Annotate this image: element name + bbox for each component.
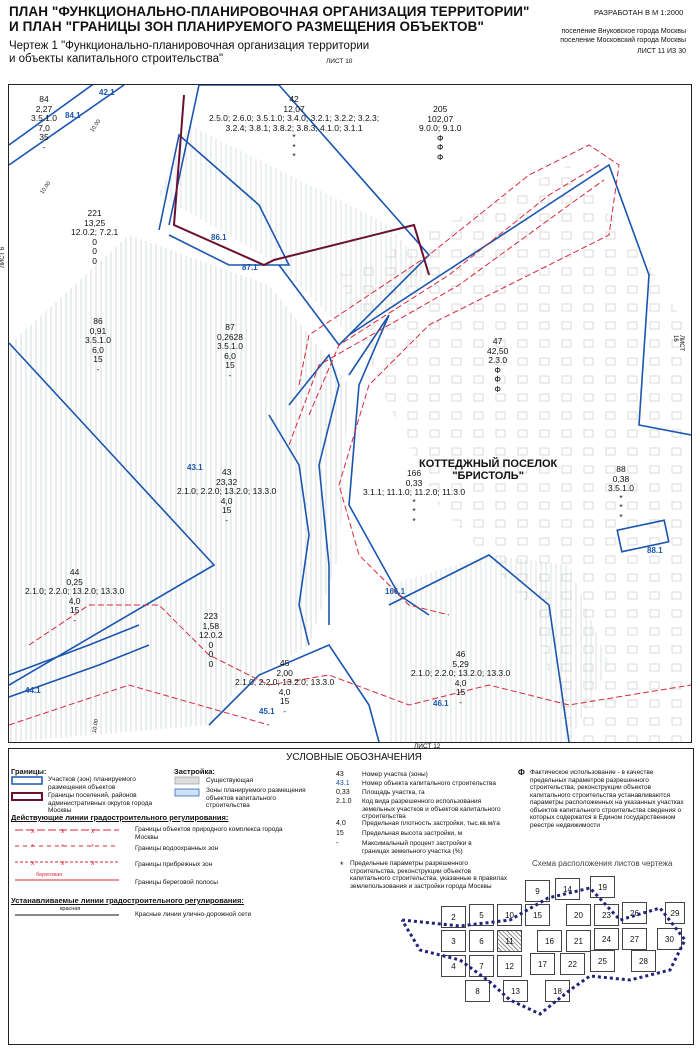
scheme-cell: 13 xyxy=(503,980,528,1002)
legend-s1: Существующая xyxy=(206,777,253,784)
key-code: 43 xyxy=(336,771,344,778)
scheme-cell: 16 xyxy=(537,930,562,952)
zone-45-1: 45.1 xyxy=(259,707,275,716)
scheme-cell: 12 xyxy=(497,955,522,977)
zone-166-1: 166.1 xyxy=(385,587,406,596)
key-code: - xyxy=(336,840,339,847)
scheme-cell: 20 xyxy=(566,904,591,926)
key-text: Номер объекта капитального строительства xyxy=(362,780,496,787)
parcel-223: 223 1,58 12.0.2 0 0 0 xyxy=(199,611,223,669)
parcel-88: 88 0,38 3.5.1.0 * * * xyxy=(608,464,634,522)
line-mark-1: 10.00 xyxy=(89,118,103,134)
svg-text:x: x xyxy=(91,828,95,835)
scheme-cell: 19 xyxy=(590,876,615,898)
key-code: * xyxy=(340,860,344,870)
parcel-44: 44 0,25 2.1.0; 2.2.0; 13.2.0; 13.3.0 4,0 15 - xyxy=(25,567,125,625)
legend-red-line-swatch xyxy=(11,912,123,918)
parcel-166: 166 0,33 3.1.1; 11.1.0; 11.2.0; 11.3.0 * * * xyxy=(363,468,466,526)
scale-label: РАЗРАБОТАН В М 1:2000 xyxy=(594,8,684,17)
line-mark-2: 10.00 xyxy=(39,180,53,196)
scheme-cell: 18 xyxy=(545,980,570,1002)
legend-build-head: Застройка: xyxy=(174,767,215,776)
legend-build-swatches xyxy=(174,776,204,802)
parcel-42: 42 12,07 2.5.0; 2.6.0; 3.5.1.0; 3.4.0; 3.2.1; 3.2.2; 3.2.3; 3.2.4; 3.8.1; 3.8.2; 3.8.3; 4.1.0; 3.1.1 * * * xyxy=(209,94,380,161)
key-text: Предельные параметры разрешенного строительства, реконструкции объектов капитального строительства, указанные в правилах землепользования и застройки города Москвы xyxy=(350,860,508,890)
zone-86-1: 86.1 xyxy=(211,233,227,242)
scheme-cell: 7 xyxy=(469,955,494,977)
zone-84-1: 84.1 xyxy=(65,111,81,120)
zone-42-1: 42.1 xyxy=(99,88,115,97)
sheet-left-label: ЛИСТ 6 xyxy=(0,246,6,268)
svg-text:x: x xyxy=(91,860,95,867)
scheme-cell: 29 xyxy=(665,902,685,924)
boundary-84b xyxy=(9,85,124,165)
parcel-205: 205 102,07 9.0.0; 9.1.0 Ф Ф Ф xyxy=(419,104,462,162)
svg-text:*: * xyxy=(91,844,94,851)
scheme-cell: 26 xyxy=(622,902,647,924)
zone-43-1: 43.1 xyxy=(187,463,203,472)
village-name: КОТТЕДЖНЫЙ ПОСЕЛОК "БРИСТОЛЬ" xyxy=(419,458,558,482)
zone-87-1: 87.1 xyxy=(242,263,258,272)
map-canvas xyxy=(9,85,691,742)
scheme-cell: 24 xyxy=(594,928,619,950)
parcel-221: 221 13,25 12.0.2; 7.2.1 0 0 0 xyxy=(71,208,119,266)
scheme-cell: 14 xyxy=(555,878,580,900)
legend-b2: Границы поселений, районов административных округов города Москвы xyxy=(48,792,153,814)
key-code: 0,33 xyxy=(336,789,350,796)
parcel-86: 86 0,91 3.5.1.0 6,0 15 - xyxy=(85,316,111,374)
scheme-cell: 30 xyxy=(657,928,682,950)
zone-46-1: 46.1 xyxy=(433,699,449,708)
svg-text:*: * xyxy=(31,844,34,851)
title-line-1: ПЛАН "ФУНКЦИОНАЛЬНО-ПЛАНИРОВОЧНАЯ ОРГАНИЗАЦИЯ ТЕРРИТОРИИ" xyxy=(9,4,530,19)
map-frame xyxy=(8,84,692,743)
key-text: Предельная плотность застройки, тыс.кв.м/га xyxy=(362,820,500,827)
line-mark-3: 10.00 xyxy=(91,718,101,734)
legend-phi-key: Ф xyxy=(518,768,525,777)
legend-r2: Границы водоохранных зон xyxy=(135,845,219,852)
scheme-cell: 22 xyxy=(560,953,585,975)
scheme-cell: 27 xyxy=(622,928,647,950)
legend-e1-tag: красная xyxy=(60,906,81,912)
scheme-cell: 4 xyxy=(441,955,466,977)
title-line-2: И ПЛАН "ГРАНИЦЫ ЗОН ПЛАНИРУЕМОГО РАЗМЕЩЕНИЯ ОБЪЕКТОВ" xyxy=(9,19,484,34)
key-code: 4,0 xyxy=(336,820,346,827)
key-text: Максимальный процент застройки в границах земельного участка (%) xyxy=(362,840,472,855)
parcel-43: 43 23,32 2.1.0; 2.2.0; 13.2.0; 13.3.0 4,0 15 - xyxy=(177,467,277,525)
scheme-cell: 23 xyxy=(594,904,619,926)
scheme-cell: 2 xyxy=(441,906,466,928)
legend-r4-tag: береговая xyxy=(36,872,63,878)
subtitle-line-2: и объекты капитального строительства" xyxy=(9,53,224,65)
key-code: 2.1.0 xyxy=(336,798,352,805)
svg-text:x: x xyxy=(31,828,35,835)
scheme-cell: 3 xyxy=(441,930,466,952)
key-code: 43.1 xyxy=(336,780,350,787)
legend-e1: Красные линии улично-дорожной сети xyxy=(135,911,252,918)
sheet-top-label: ЛИСТ 10 xyxy=(326,58,353,65)
legend-reg-head: Действующие линии градостроительного регулирования: xyxy=(11,813,229,822)
legend-r1: Границы объектов природного комплекса города Москвы xyxy=(135,826,283,841)
settlement-2: поселение Московский города Москвы xyxy=(560,37,686,44)
key-code: 15 xyxy=(336,830,344,837)
svg-text:x: x xyxy=(61,828,65,835)
legend-b1: Участков (зон) планируемого размещения объектов xyxy=(48,776,136,791)
scheme-cell: 25 xyxy=(590,950,615,972)
legend-r3: Границы прибрежных зон xyxy=(135,861,213,868)
legend-s2: Зоны планируемого размещения объектов капитального строительства xyxy=(206,787,306,809)
key-text: Код вида разрешенного использования земельных участков и объектов капитального строительства xyxy=(362,798,501,820)
parcel-84: 84 2,27 3.5.1.0 7,0 35 - xyxy=(31,94,57,152)
scheme-cell: 17 xyxy=(530,953,555,975)
scheme-cell: 5 xyxy=(469,904,494,926)
zone-88-1: 88.1 xyxy=(647,546,663,555)
parcel-46: 46 5,29 2.1.0; 2.2.0; 13.2.0; 13.3.0 4,0 15 - xyxy=(411,649,511,707)
svg-text:*: * xyxy=(61,844,64,851)
key-text: Предельная высота застройки, м xyxy=(362,830,463,837)
sheet-bottom-label: ЛИСТ 12 xyxy=(414,743,441,750)
scheme-cell: 21 xyxy=(566,930,591,952)
legend-title: УСЛОВНЫЕ ОБОЗНАЧЕНИЯ xyxy=(286,752,422,763)
legend-reg-swatches xyxy=(11,824,123,888)
legend-phi-text: Фактическое использование - в качестве предельных параметров разрешенного строительства, реконструкции объектов капитального строительства устанавливаются параметры расположенных на указанных участках объектов капитального строительства сведения о которых содержатся в Едином государственном реестре недвижимости xyxy=(530,769,684,829)
legend-borders-head: Границы: xyxy=(11,767,47,776)
legend-r4: Границы береговой полосы xyxy=(135,879,218,886)
scheme-cell: 10 xyxy=(497,904,522,926)
sheet-right-label: ЛИСТ 16 xyxy=(672,335,684,352)
scheme-boundary xyxy=(400,880,690,1020)
zone-44-1: 44.1 xyxy=(25,686,41,695)
legend-est-head: Устанавливаемые линии градостроительного регулирования: xyxy=(11,896,244,905)
parcel-45: 45 2,00 2.1.0; 2.2.0; 13.2.0; 13.3.0 4,0 15 - xyxy=(235,658,335,716)
scheme-cell: 28 xyxy=(631,950,656,972)
settlement-1: поселение Внуковское города Москвы xyxy=(561,28,686,35)
legend-border-swatches xyxy=(11,776,51,806)
parcel-47: 47 42,50 2.3.0 Ф Ф Ф xyxy=(487,336,509,394)
svg-text:x: x xyxy=(31,860,35,867)
scheme-cell: 8 xyxy=(465,980,490,1002)
svg-text:x: x xyxy=(61,860,65,867)
scheme-cell: 6 xyxy=(469,930,494,952)
parcel-87: 87 0,2628 3.5.1.0 6,0 15 - xyxy=(217,322,243,380)
scheme-cell-current: 11 xyxy=(497,930,522,952)
key-text: Площадь участка, га xyxy=(362,789,425,796)
scheme-title: Схема расположения листов чертежа xyxy=(532,859,673,868)
sheet-number: ЛИСТ 11 ИЗ 30 xyxy=(637,48,686,55)
scheme-cell: 15 xyxy=(525,904,550,926)
key-text: Номер участка (зоны) xyxy=(362,771,428,778)
scheme-cell: 9 xyxy=(525,880,550,902)
subtitle-line-1: Чертеж 1 "Функционально-планировочная организация территории xyxy=(9,40,370,52)
